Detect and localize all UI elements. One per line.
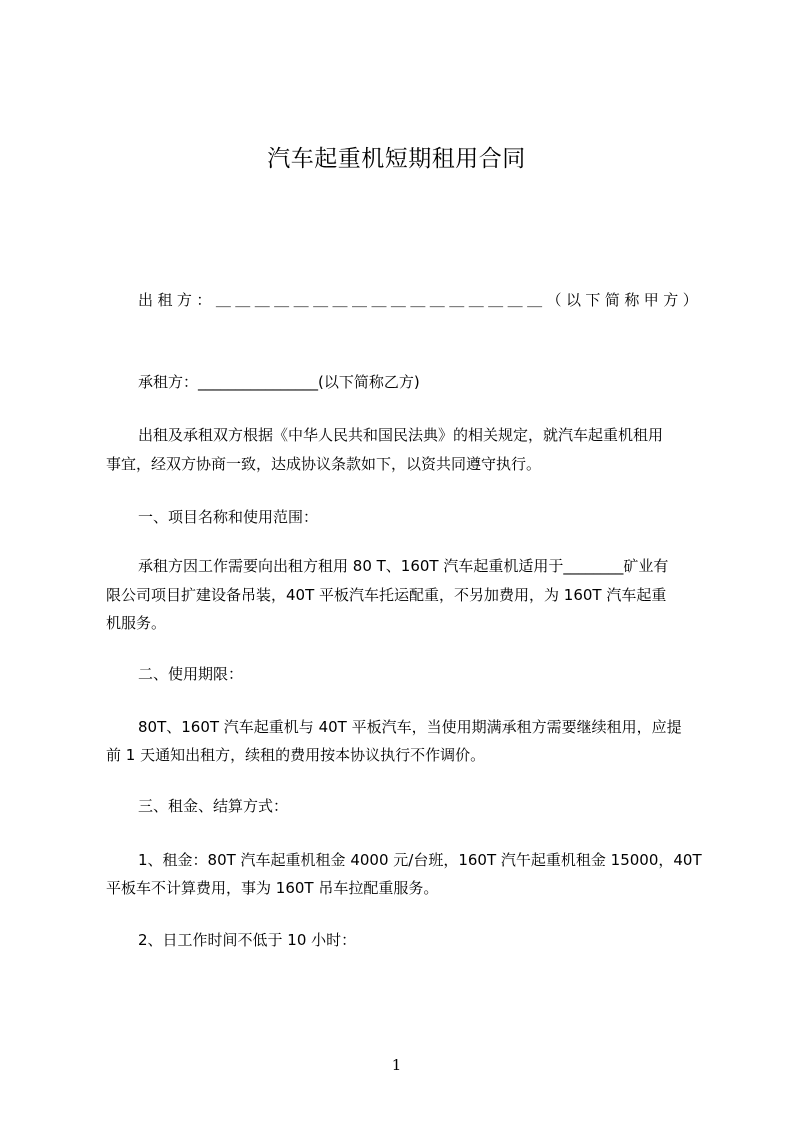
party-a-char: ＿ — [332, 291, 348, 309]
party-a-char: ＿ — [235, 291, 251, 309]
section-2-line-1: 80T、160T 汽车起重机与 40T 平板汽车，当使用期满承租方需要继续租用，应提 — [138, 718, 682, 736]
party-a-char: 租 — [157, 291, 173, 309]
party-a-char: ＿ — [254, 291, 270, 309]
party-a-char: ＿ — [293, 291, 309, 309]
party-a-char: ： — [196, 291, 212, 309]
section-2-line-2: 前 1 天通知出租方，续租的费用按本协议执行不作调价。 — [106, 746, 486, 764]
section-1-line-1: 承租方因工作需要向出租方租用 80 T、160T 汽车起重机适用于________矿业有 — [138, 557, 669, 575]
party-a-char: ＿ — [371, 291, 387, 309]
party-a-char: ＿ — [313, 291, 329, 309]
preamble-line-2: 事宜，经双方协商一致，达成协议条款如下，以资共同遵守执行。 — [106, 455, 542, 473]
party-a-char: ＿ — [468, 291, 484, 309]
contract-title: 汽车起重机短期租用合同 — [267, 146, 526, 172]
section-1-line-3: 机服务。 — [106, 614, 167, 632]
preamble-line-1: 出租及承租双方根据《中华人民共和国民法典》的相关规定，就汽车起重机租用 — [138, 426, 664, 444]
party-a-line — [138, 290, 698, 310]
section-3-item-1-line-1: 1、租金：80T 汽车起重机租金 4000 元/台班，160T 汽午起重机租金 15000，40T — [138, 851, 702, 869]
party-a-char: ＿ — [410, 291, 426, 309]
page-number: 1 — [391, 1056, 402, 1074]
party-a-char: ＿ — [429, 291, 445, 309]
party-a-char: ＿ — [215, 291, 231, 309]
party-a-char: ＿ — [274, 291, 290, 309]
section-3-item-2: 2、日工作时间不低于 10 小时： — [138, 931, 357, 949]
section-3-item-1-line-2: 平板车不计算费用，事为 160T 吊车拉配重服务。 — [106, 879, 439, 897]
party-a-char: 简 — [604, 291, 620, 309]
party-a-char: ＿ — [527, 291, 543, 309]
party-a-char: ＿ — [449, 291, 465, 309]
party-a-char: 方 — [176, 291, 192, 309]
party-a-char: 以 — [565, 291, 581, 309]
party-a-char: ＿ — [351, 291, 367, 309]
party-a-char: ） — [682, 291, 698, 309]
party-b-line: 承租方：________________(以下简称乙方) — [138, 373, 420, 391]
party-a-char: ＿ — [507, 291, 523, 309]
section-2-heading: 二、使用期限： — [138, 665, 244, 683]
party-a-char: 方 — [663, 291, 679, 309]
party-a-char: 下 — [585, 291, 601, 309]
section-1-line-2: 限公司项目扩建设备吊装，40T 平板汽车托运配重，不另加费用，为 160T 汽车起重 — [106, 586, 667, 604]
party-a-char: 称 — [624, 291, 640, 309]
party-a-char: （ — [546, 291, 562, 309]
party-a-char: 甲 — [643, 291, 659, 309]
section-1-heading: 一、项目名称和使用范围： — [138, 508, 319, 526]
party-a-char: ＿ — [488, 291, 504, 309]
party-a-char: 出 — [138, 291, 154, 309]
party-a-char: ＿ — [390, 291, 406, 309]
section-3-heading: 三、租金、结算方式： — [138, 797, 289, 815]
